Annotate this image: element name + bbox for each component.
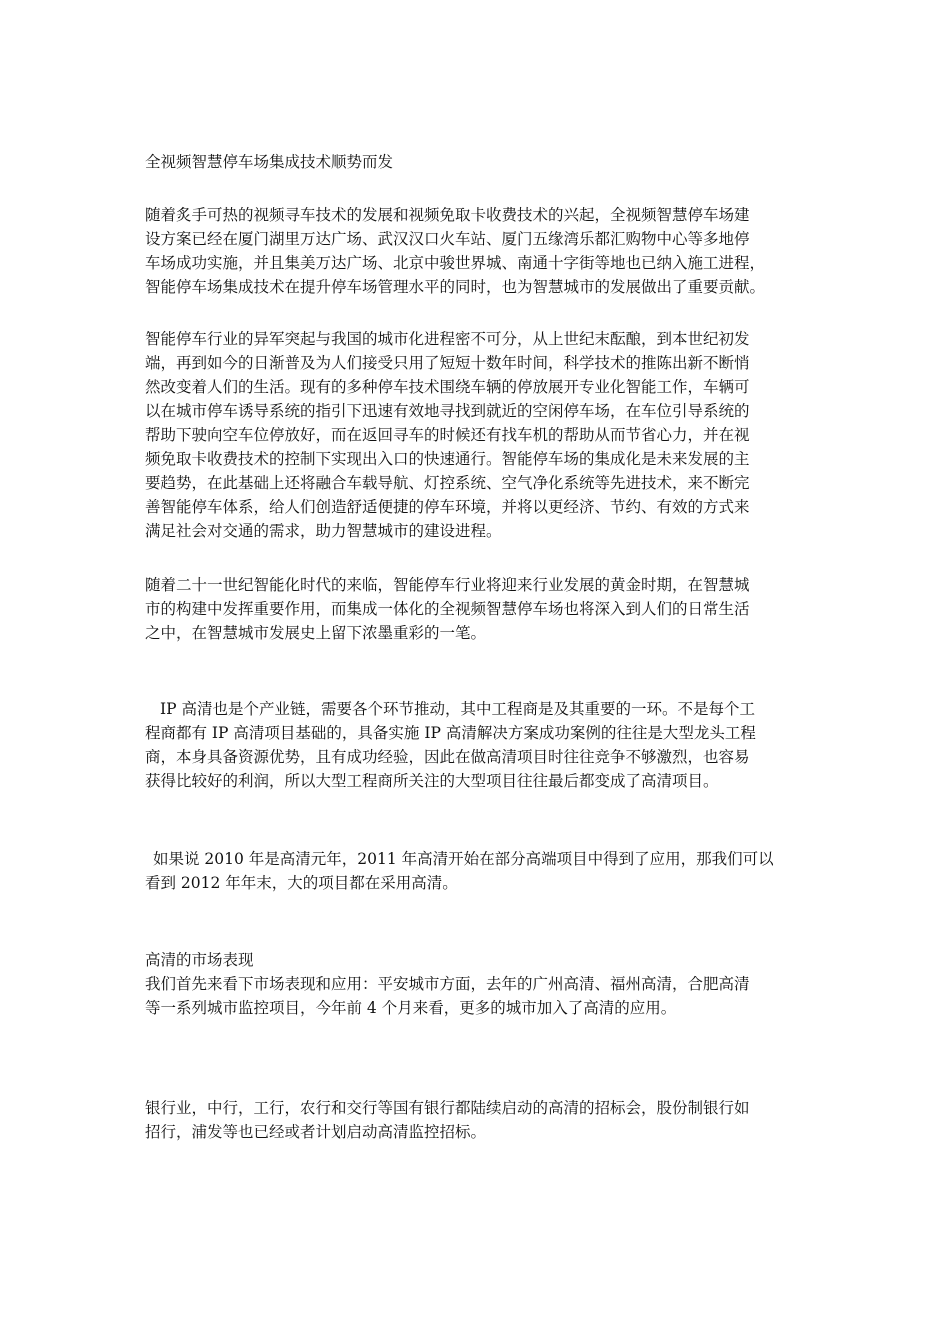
document-title (145, 150, 805, 174)
text-line: 要趋势，在此基础上还将融合车载导航、灯控系统、空气净化系统等先进技术，来不断完 (145, 474, 750, 492)
paragraph-ip-hd (145, 697, 805, 793)
text-line: 车场成功实施，并且集美万达广场、北京中骏世界城、南通十字街等地也已纳入施工进程， (145, 254, 766, 272)
paragraph-banking (145, 1096, 805, 1144)
text-line: 频免取卡收费技术的控制下实现出入口的快速通行。智能停车场的集成化是未来发展的主 (145, 450, 750, 468)
paragraph-hd-year (145, 847, 805, 895)
text-line: 银行业，中行，工行，农行和交行等国有银行都陆续启动的高清的招标会，股份制银行如 (145, 1099, 750, 1117)
text-line: 端，再到如今的日渐普及为人们接受只用了短短十数年时间，科学技术的推陈出新不断悄 (145, 354, 750, 372)
text-line: 然改变着人们的生活。现有的多种停车技术围绕车辆的停放展开专业化智能工作，车辆可 (145, 378, 750, 396)
text-line: IP 高清也是个产业链，需要各个环节推动，其中工程商是及其重要的一环。不是每个工 (160, 700, 755, 718)
paragraph-future (145, 573, 805, 645)
text-line: 善智能停车体系，给人们创造舒适便捷的停车环境，并将以更经济、节约、有效的方式来 (145, 498, 750, 516)
paragraph-intro (145, 203, 805, 299)
text-line: 市的构建中发挥重要作用，而集成一体化的全视频智慧停车场也将深入到人们的日常生活 (145, 600, 750, 618)
text-line: 我们首先来看下市场表现和应用：平安城市方面，去年的广州高清、福州高清，合肥高清 (145, 975, 750, 993)
text-line: 招行，浦发等也已经或者计划启动高清监控招标。 (145, 1123, 487, 1141)
text-line: 如果说 2010 年是高清元年，2011 年高清开始在部分高端项目中得到了应用，那我们可以 (153, 850, 774, 868)
text-line: 帮助下驶向空车位停放好，而在返回寻车的时候还有找车机的帮助从而节省心力，并在视 (145, 426, 750, 444)
paragraph-industry (145, 327, 805, 543)
text-line: 看到 2012 年年末，大的项目都在采用高清。 (145, 874, 458, 892)
text-line: 以在城市停车诱导系统的指引下迅速有效地寻找到就近的空闲停车场，在车位引导系统的 (145, 402, 750, 420)
text-line: 等一系列城市监控项目，今年前 4 个月来看，更多的城市加入了高清的应用。 (145, 999, 677, 1017)
text-line: 智能停车行业的异军突起与我国的城市化进程密不可分，从上世纪末酝酿，到本世纪初发 (145, 330, 750, 348)
text-line: 设方案已经在厦门湖里万达广场、武汉汉口火车站、厦门五缘湾乐都汇购物中心等多地停 (145, 230, 750, 248)
text-line: 满足社会对交通的需求，助力智慧城市的建设进程。 (145, 522, 502, 540)
text-line: 随着二十一世纪智能化时代的来临，智能停车行业将迎来行业发展的黄金时期，在智慧城 (145, 576, 750, 594)
text-line: 随着炙手可热的视频寻车技术的发展和视频免取卡收费技术的兴起，全视频智慧停车场建 (145, 206, 750, 224)
text-line: 获得比较好的利润，所以大型工程商所关注的大型项目往往最后都变成了高清项目。 (145, 772, 719, 790)
text-line: 之中，在智慧城市发展史上留下浓墨重彩的一笔。 (145, 624, 487, 642)
text-line: 智能停车场集成技术在提升停车场管理水平的同时，也为智慧城市的发展做出了重要贡献。 (145, 278, 766, 296)
title-text: 全视频智慧停车场集成技术顺势而发 (145, 153, 394, 171)
paragraph-market (145, 948, 805, 1020)
section-heading: 高清的市场表现 (145, 951, 254, 969)
text-line: 程商都有 IP 高清项目基础的，具备实施 IP 高清解决方案成功案例的往往是大型龙头工程 (145, 724, 756, 742)
text-line: 商，本身具备资源优势，且有成功经验，因此在做高清项目时往往竞争不够激烈，也容易 (145, 748, 750, 766)
